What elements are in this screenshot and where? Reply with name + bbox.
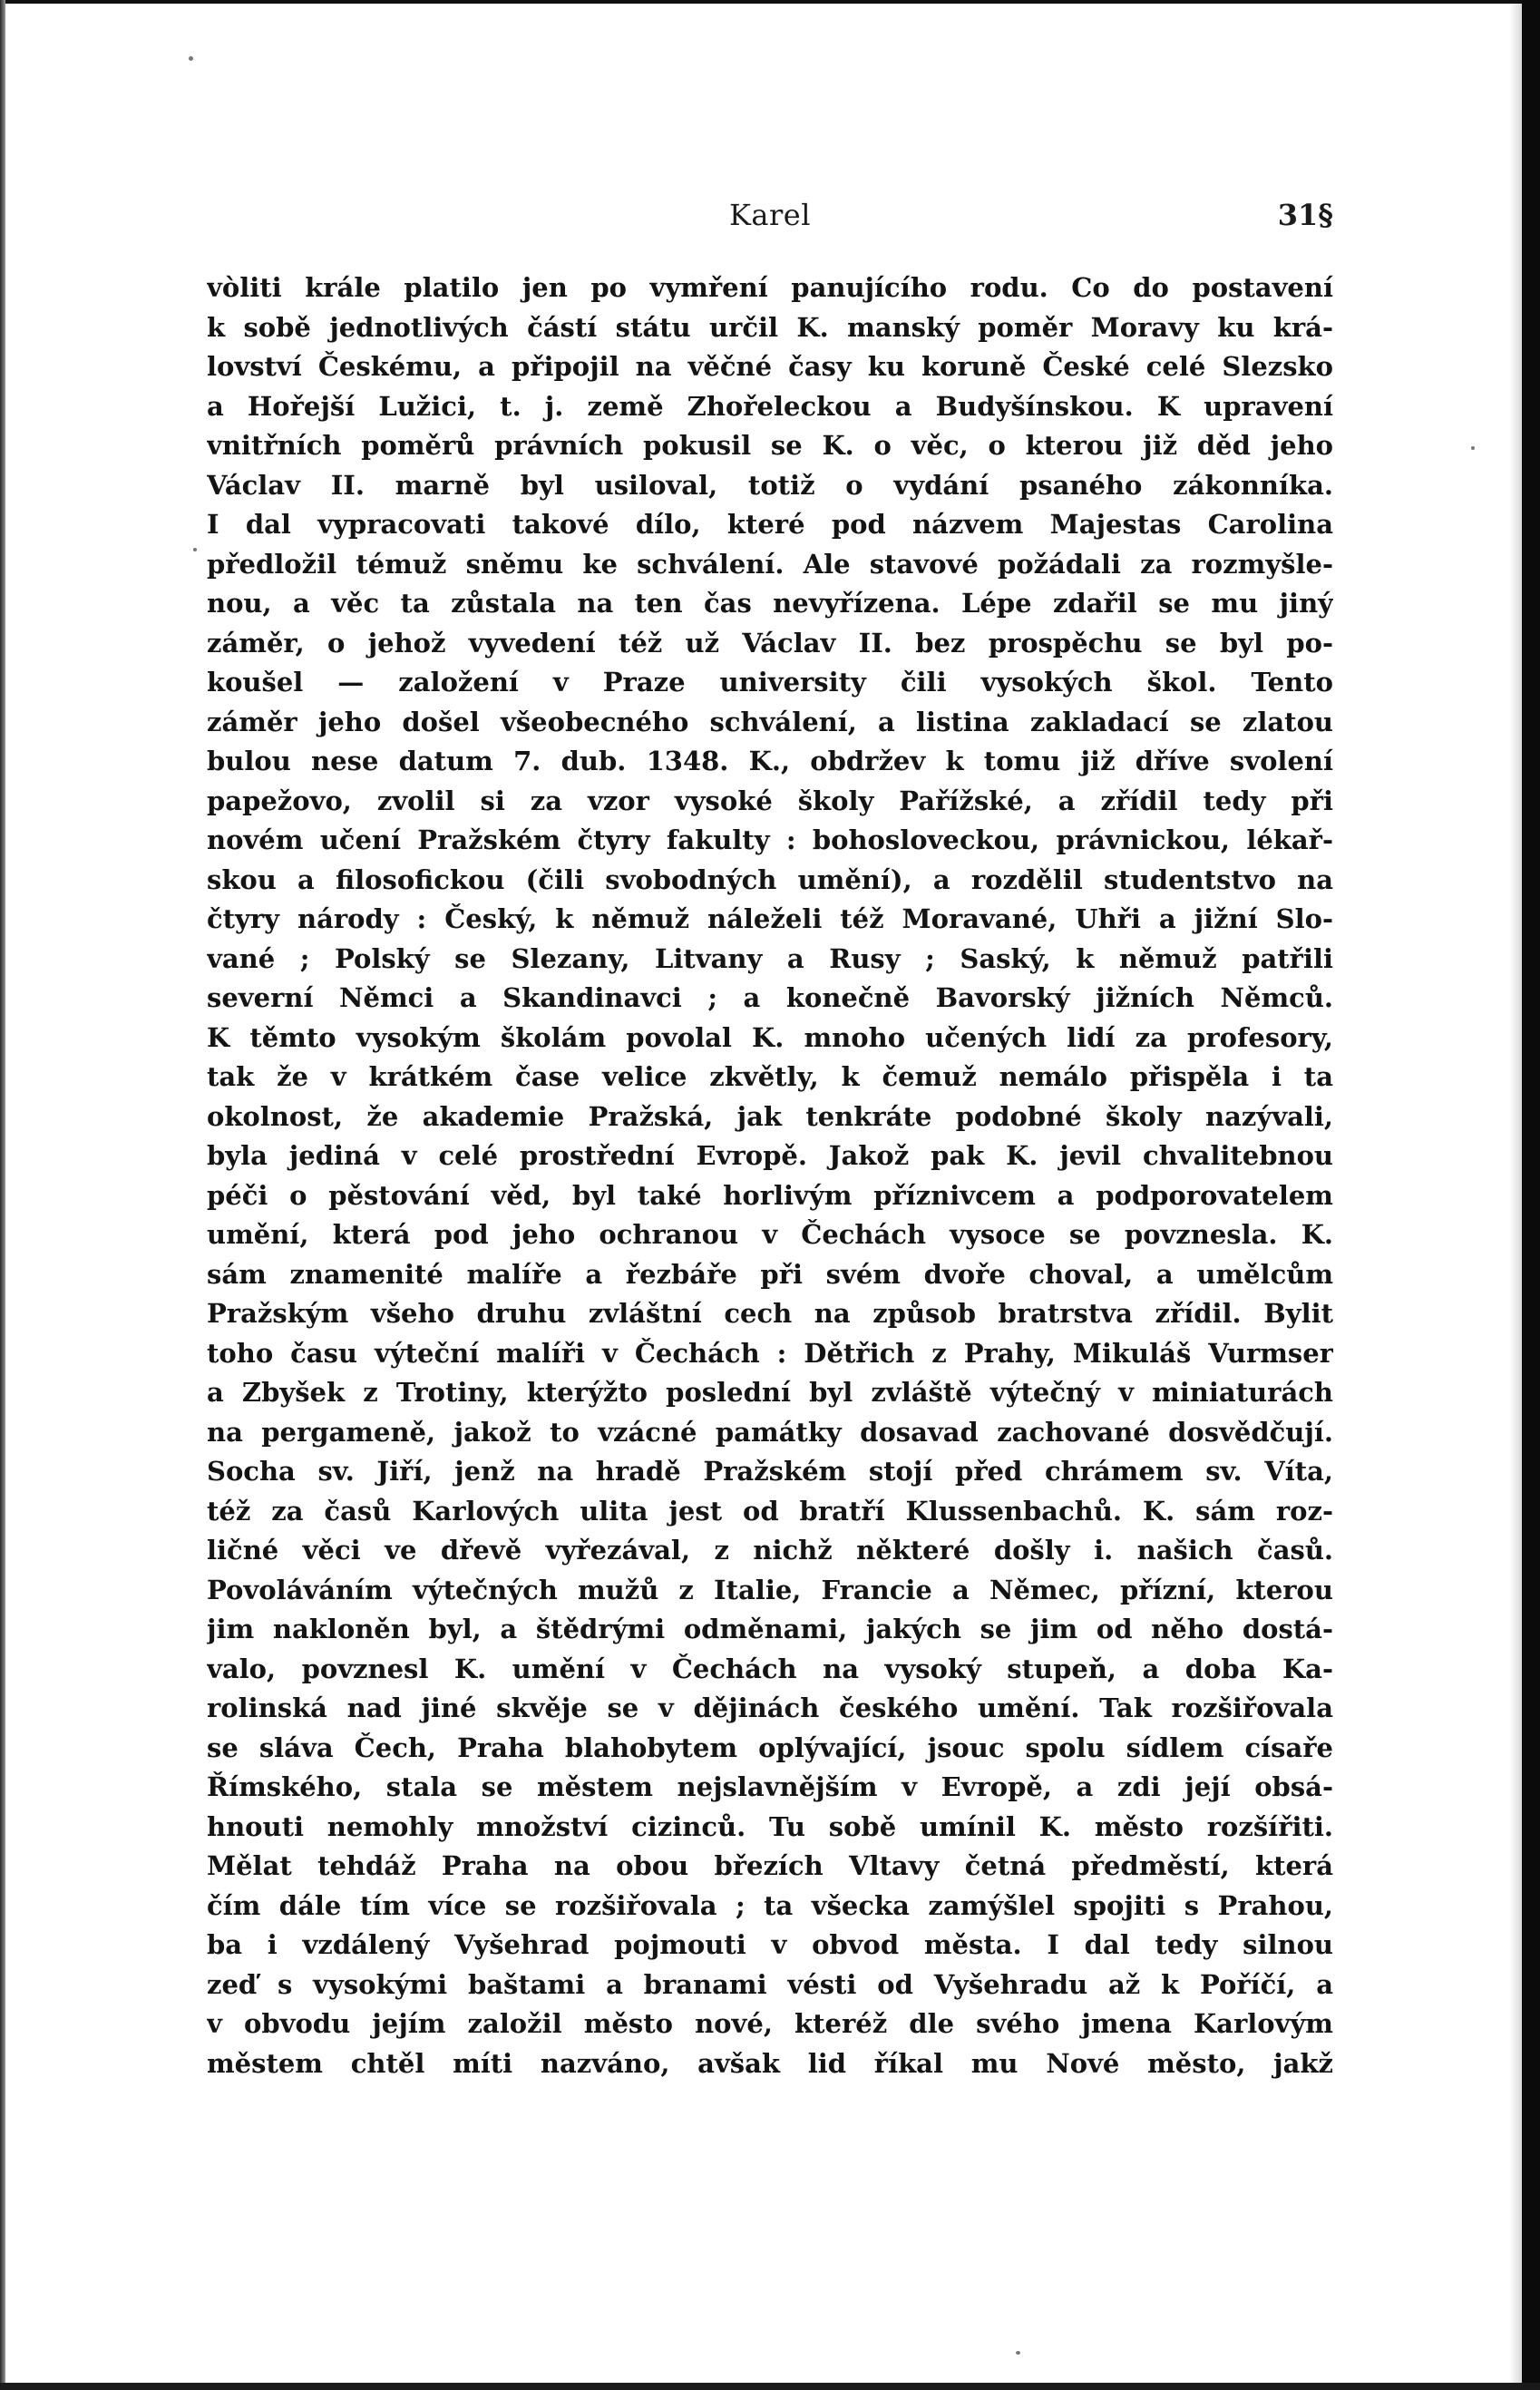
text-line: jim nakloněn byl, a štědrými odměnami, jakých se jim od něho dostá- bbox=[207, 1614, 1333, 1644]
text-line: vòliti krále platilo jen po vymření panujícího rodu. Co do postavení bbox=[207, 272, 1333, 303]
scan-border-right bbox=[1522, 0, 1540, 2390]
text-line: zeď s vysokými baštami a branami vésti od Vyšehradu až k Poříčí, a bbox=[207, 1968, 1333, 2000]
text-line: koušel — založení v Praze university čili vysokých škol. Tento bbox=[207, 667, 1333, 697]
text-line: ba i vzdálený Vyšehrad pojmouti v obvod města. I dal tedy silnou bbox=[207, 1929, 1333, 1960]
text-line: tak že v krátkém čase velice zkvětly, k čemuž nemálo přispěla i ta bbox=[207, 1061, 1333, 1092]
text-line: Pražským všeho druhu zvláštní cech na způsob bratrstva zřídil. Bylit bbox=[207, 1298, 1333, 1329]
page-title: Karel bbox=[729, 198, 811, 232]
page-edge-shadow bbox=[1509, 0, 1522, 2390]
text-line: na pergameně, jakož to vzácné památky dosavad zachované dosvědčují. bbox=[207, 1416, 1333, 1448]
text-line: předložil témuž sněmu ke schválení. Ale stavové požádali za rozmyšle- bbox=[207, 548, 1333, 580]
running-head bbox=[207, 198, 1333, 238]
text-line: a Hořejší Lužici, t. j. země Zhořeleckou a Budyšínskou. K upravení bbox=[207, 390, 1333, 422]
text-line: bulou nese datum 7. dub. 1348. K., obdržev k tomu již dříve svolení bbox=[207, 746, 1333, 776]
text-line: lovství Českému, a připojil na věčné časy ku koruně České celé Slezsko bbox=[207, 351, 1333, 382]
text-line: péči o pěstování věd, byl také horlivým příznivcem a podporovatelem bbox=[207, 1179, 1333, 1211]
text-line: toho času výteční malíři v Čechách : Dětřich z Prahy, Mikuláš Vurmser bbox=[207, 1337, 1333, 1369]
text-line: novém učení Pražském čtyry fakulty : bohosloveckou, právnickou, lékař- bbox=[207, 824, 1333, 855]
text-line: I dal vypracovati takové dílo, které pod názvem Majestas Carolina bbox=[207, 509, 1333, 540]
text-line: a Zbyšek z Trotiny, kterýžto poslední byl zvláště výtečný v miniaturách bbox=[207, 1377, 1333, 1408]
text-line: Římského, stala se městem nejslavnějším v Evropě, a zdi její obsá- bbox=[207, 1771, 1333, 1802]
text-line: čtyry národy : Český, k němuž náleželi též Moravané, Uhři a jižní Slo- bbox=[207, 903, 1333, 934]
text-line: vané ; Polský se Slezany, Litvany a Rusy ; Saský, k němuž patřili bbox=[207, 942, 1333, 974]
text-line: záměr, o jehož vyvedení též už Václav II. bez prospěchu se byl po- bbox=[207, 627, 1333, 658]
text-line: Povoláváním výtečných mužů z Italie, Francie a Němec, přízní, kterou bbox=[207, 1574, 1333, 1605]
speck bbox=[1471, 446, 1475, 450]
speck bbox=[189, 56, 193, 61]
text-line: rolinská nad jiné skvěje se v dějinách českého umění. Tak rozšiřovala bbox=[207, 1693, 1333, 1723]
text-line: Mělat tehdáž Praha na obou březích Vltavy četná předměstí, která bbox=[207, 1850, 1333, 1881]
text-line: záměr jeho došel všeobecného schválení, a listina zakladací se zlatou bbox=[207, 706, 1333, 737]
speck bbox=[193, 548, 197, 551]
text-line: nou, a věc ta zůstala na ten čas nevyřízena. Lépe zdařil se mu jiný bbox=[207, 588, 1333, 619]
text-line: skou a filosofickou (čili svobodných umění), a rozdělil studentstvo na bbox=[207, 863, 1333, 895]
text-line: valo, povznesl K. umění v Čechách na vysoký stupeň, a doba Ka- bbox=[207, 1653, 1333, 1684]
text-line: hnouti nemohly množství cizinců. Tu sobě umínil K. město rozšířiti. bbox=[207, 1810, 1333, 1842]
text-line: čím dále tím více se rozšiřovala ; ta všecka zamýšlel spojiti s Prahou, bbox=[207, 1889, 1333, 1921]
text-line: se sláva Čech, Praha blahobytem oplývající, jsouc spolu sídlem císaře bbox=[207, 1732, 1333, 1763]
text-line: severní Němci a Skandinavci ; a konečně Bavorský jižních Němců. bbox=[207, 982, 1333, 1013]
page-number: 31§ bbox=[1277, 198, 1333, 232]
text-line: Václav II. marně byl usiloval, totiž o vydání psaného zákonníka. bbox=[207, 469, 1333, 501]
text-line: byla jediná v celé prostřední Evropě. Jakož pak K. jevil chvalitebnou bbox=[207, 1140, 1333, 1171]
scan-border-bottom bbox=[0, 2383, 1540, 2390]
text-line: umění, která pod jeho ochranou v Čechách vysoce se povznesla. K. bbox=[207, 1219, 1333, 1250]
scan-border-left bbox=[0, 0, 5, 2390]
text-line: sám znamenité malíře a řezbáře při svém dvoře choval, a umělcům bbox=[207, 1258, 1333, 1290]
text-line: K těmto vysokým školám povolal K. mnoho učených lidí za profesory, bbox=[207, 1021, 1333, 1053]
text-line: též za časů Karlových ulita jest od bratří Klussenbachů. K. sám roz- bbox=[207, 1495, 1333, 1527]
body-text bbox=[207, 268, 1333, 2083]
speck bbox=[1016, 2351, 1020, 2355]
text-line: v obvodu jejím založil město nové, kteréž dle svého jmena Karlovým bbox=[207, 2008, 1333, 2039]
text-line: papežovo, zvolil si za vzor vysoké školy Pařížské, a zřídil tedy při bbox=[207, 785, 1333, 816]
text-line: k sobě jednotlivých částí státu určil K. manský poměr Moravy ku krá- bbox=[207, 311, 1333, 343]
text-line: okolnost, že akademie Pražská, jak tenkráte podobné školy nazývali, bbox=[207, 1100, 1333, 1132]
text-line: vnitřních poměrů právních pokusil se K. o věc, o kterou již děd jeho bbox=[207, 430, 1333, 461]
text-line: Socha sv. Jiří, jenž na hradě Pražském stojí před chrámem sv. Víta, bbox=[207, 1456, 1333, 1487]
scan-border-top bbox=[0, 0, 1540, 4]
text-line: městem chtěl míti nazváno, avšak lid říkal mu Nové město, jakž bbox=[207, 2047, 1333, 2079]
text-line: ličné věci ve dřevě vyřezával, z nichž některé došly i. našich časů. bbox=[207, 1535, 1333, 1566]
